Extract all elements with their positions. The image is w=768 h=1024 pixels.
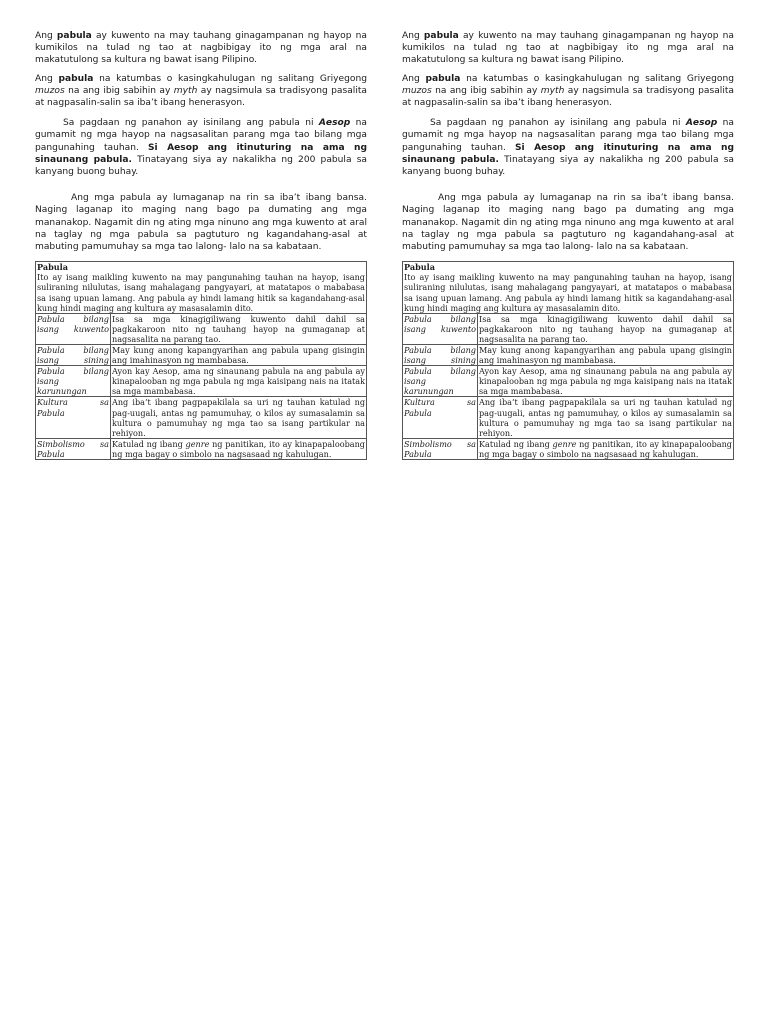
table-row (403, 345, 734, 366)
row-description: Ayon kay Aesop, ama ng sinaunang pabula na ang pabula ay kinapalooban ng mga pabula ng mga kaisipang nais na itatak sa mga mambabasa. (479, 366, 732, 397)
row-term: Simbolismo sa Pabula (37, 438, 109, 459)
row-term: Pabula bilang isang karunungan (37, 366, 109, 397)
row-term: Kultura sa Pabula (403, 397, 478, 438)
paragraph-definition: Ang pabula ay kuwento na may tauhang ginagampanan ng hayop na kumikilos na tulad ng tao at nagbibigay ito ng mga aral na makatutulong sa kultura ng bawat isang Pilipino. (402, 31, 734, 66)
left-column (35, 30, 367, 460)
row-description: Isa sa mga kinagigiliwang kuwento dahil dahil sa pagkakaroon nito ng tauhang hayop na gumaganap at nagsasalita na parang tao. (479, 313, 732, 344)
row-term: Pabula bilang isang sining (404, 345, 476, 366)
table-header-row (403, 262, 734, 313)
paragraph-etymology: Ang pabula na katumbas o kasingkahulugan ng salitang Griyegong muzos na ang ibig sabihin ay myth ay nagsimula sa tradisyong pasalita at nagpasalin-salin sa iba’t ibang henerasyon. (35, 73, 367, 109)
paragraph-etymology: Ang pabula na katumbas o kasingkahulugan ng salitang Griyegong muzos na ang ibig sabihin ay myth ay nagsimula sa tradisyong pasalita at nagpasalin-salin sa iba’t ibang henerasyon. (402, 73, 734, 109)
table-row (403, 438, 734, 459)
paragraph-spread: Ang mga pabula ay lumaganap na rin sa iba’t ibang bansa. Naging laganap ito maging nang bago pa dumating ang mga mananakop. Nagamit din ng ating mga ninuno ang mga kuwento at aral na taglay ng mga pabula sa pagtuturo ng kagandahang-asal at mabuting pamumuhay sa mga tao lalong- lalo na sa kabataan. (402, 193, 734, 253)
table-row (36, 345, 367, 366)
paragraph-aesop: Sa pagdaan ng panahon ay isinilang ang pabula ni Aesop na gumamit ng mga hayop na nagsasalitan parang mga tao bilang mga pangunahing tauhan. Si Aesop ang itinuturing na ama ng sinaunang pabula. Tinatayang siya ay nakalikha ng 200 pabula sa kanyang buong buhay. (402, 118, 734, 178)
table-row (36, 366, 367, 397)
pabula-table (402, 261, 734, 460)
row-description: Ang iba’t ibang pagpapakilala sa uri ng tauhan katulad ng pag-uugali, antas ng pamumuhay, o kilos ay sumasalamin sa kultura o pamumuhay ng mga tao sa isang partikular na rehiyon. (112, 397, 365, 438)
table-row (36, 438, 367, 459)
row-description: Ang iba’t ibang pagpapakilala sa uri ng tauhan katulad ng pag-uugali, antas ng pamumuhay, o kilos ay sumasalamin sa kultura o pamumuhay ng mga tao sa isang partikular na rehiyon. (479, 397, 732, 438)
row-term: Simbolismo sa Pabula (404, 438, 476, 459)
row-description: Isa sa mga kinagigiliwang kuwento dahil dahil sa pagkakaroon nito ng tauhang hayop na gumaganap at nagsasalita na parang tao. (112, 313, 365, 344)
table-intro: Ito ay isang maikling kuwento na may pangunahing tauhan na hayop, isang suliraning nilulutas, isang mahalagang pangyayari, at matatapos o mababasa sa isang upuan lamang. Ang pabula ay hindi lamang hitik sa kagandahang-asal kung hindi maging ang kultura ay masasalamin dito. (37, 272, 365, 313)
table-intro: Ito ay isang maikling kuwento na may pangunahing tauhan na hayop, isang suliraning nilulutas, isang mahalagang pangyayari, at matatapos o mababasa sa isang upuan lamang. Ang pabula ay hindi lamang hitik sa kagandahang-asal kung hindi maging ang kultura ay masasalamin dito. (404, 272, 732, 313)
table-row (403, 313, 734, 344)
pabula-table (35, 261, 367, 460)
row-term: Pabula bilang isang kuwento (403, 313, 478, 344)
paragraph-spread: Ang mga pabula ay lumaganap na rin sa iba’t ibang bansa. Naging laganap ito maging nang bago pa dumating ang mga mananakop. Nagamit din ng ating mga ninuno ang mga kuwento at aral na taglay ng mga pabula sa pagtuturo ng kagandahang-asal at mabuting pamumuhay sa mga tao lalong- lalo na sa kabataan. (35, 193, 367, 253)
row-term: Pabula bilang isang sining (37, 345, 109, 366)
paragraph-definition: Ang pabula ay kuwento na may tauhang ginagampanan ng hayop na kumikilos na tulad ng tao at nagbibigay ito ng mga aral na makatutulong sa kultura ng bawat isang Pilipino. (35, 31, 367, 66)
row-description: May kung anong kapangyarihan ang pabula upang gisingin ang imahinasyon ng mambabasa. (112, 345, 365, 366)
row-term: Kultura sa Pabula (36, 397, 111, 438)
table-row (36, 397, 367, 438)
right-column (402, 30, 734, 460)
row-term: Pabula bilang isang kuwento (36, 313, 111, 344)
paragraph-aesop: Sa pagdaan ng panahon ay isinilang ang pabula ni Aesop na gumamit ng mga hayop na nagsasalitan parang mga tao bilang mga pangunahing tauhan. Si Aesop ang itinuturing na ama ng sinaunang pabula. Tinatayang siya ay nakalikha ng 200 pabula sa kanyang buong buhay. (35, 118, 367, 178)
table-row (403, 366, 734, 397)
row-description: May kung anong kapangyarihan ang pabula upang gisingin ang imahinasyon ng mambabasa. (479, 345, 732, 366)
table-title: Pabula (404, 262, 435, 273)
table-header-row (36, 262, 367, 313)
table-title: Pabula (37, 262, 68, 273)
row-description: Katulad ng ibang genre ng panitikan, ito ay kinapapaloobang ng mga bagay o simbolo na nagsasaad ng kahulugan. (479, 438, 732, 459)
table-row (36, 313, 367, 344)
row-term: Pabula bilang isang karunungan (404, 366, 476, 397)
table-header-cell (403, 262, 734, 313)
table-row (403, 397, 734, 438)
table-header-cell (36, 262, 367, 313)
row-description: Ayon kay Aesop, ama ng sinaunang pabula na ang pabula ay kinapalooban ng mga pabula ng mga kaisipang nais na itatak sa mga mambabasa. (112, 366, 365, 397)
row-description: Katulad ng ibang genre ng panitikan, ito ay kinapapaloobang ng mga bagay o simbolo na nagsasaad ng kahulugan. (112, 438, 365, 459)
